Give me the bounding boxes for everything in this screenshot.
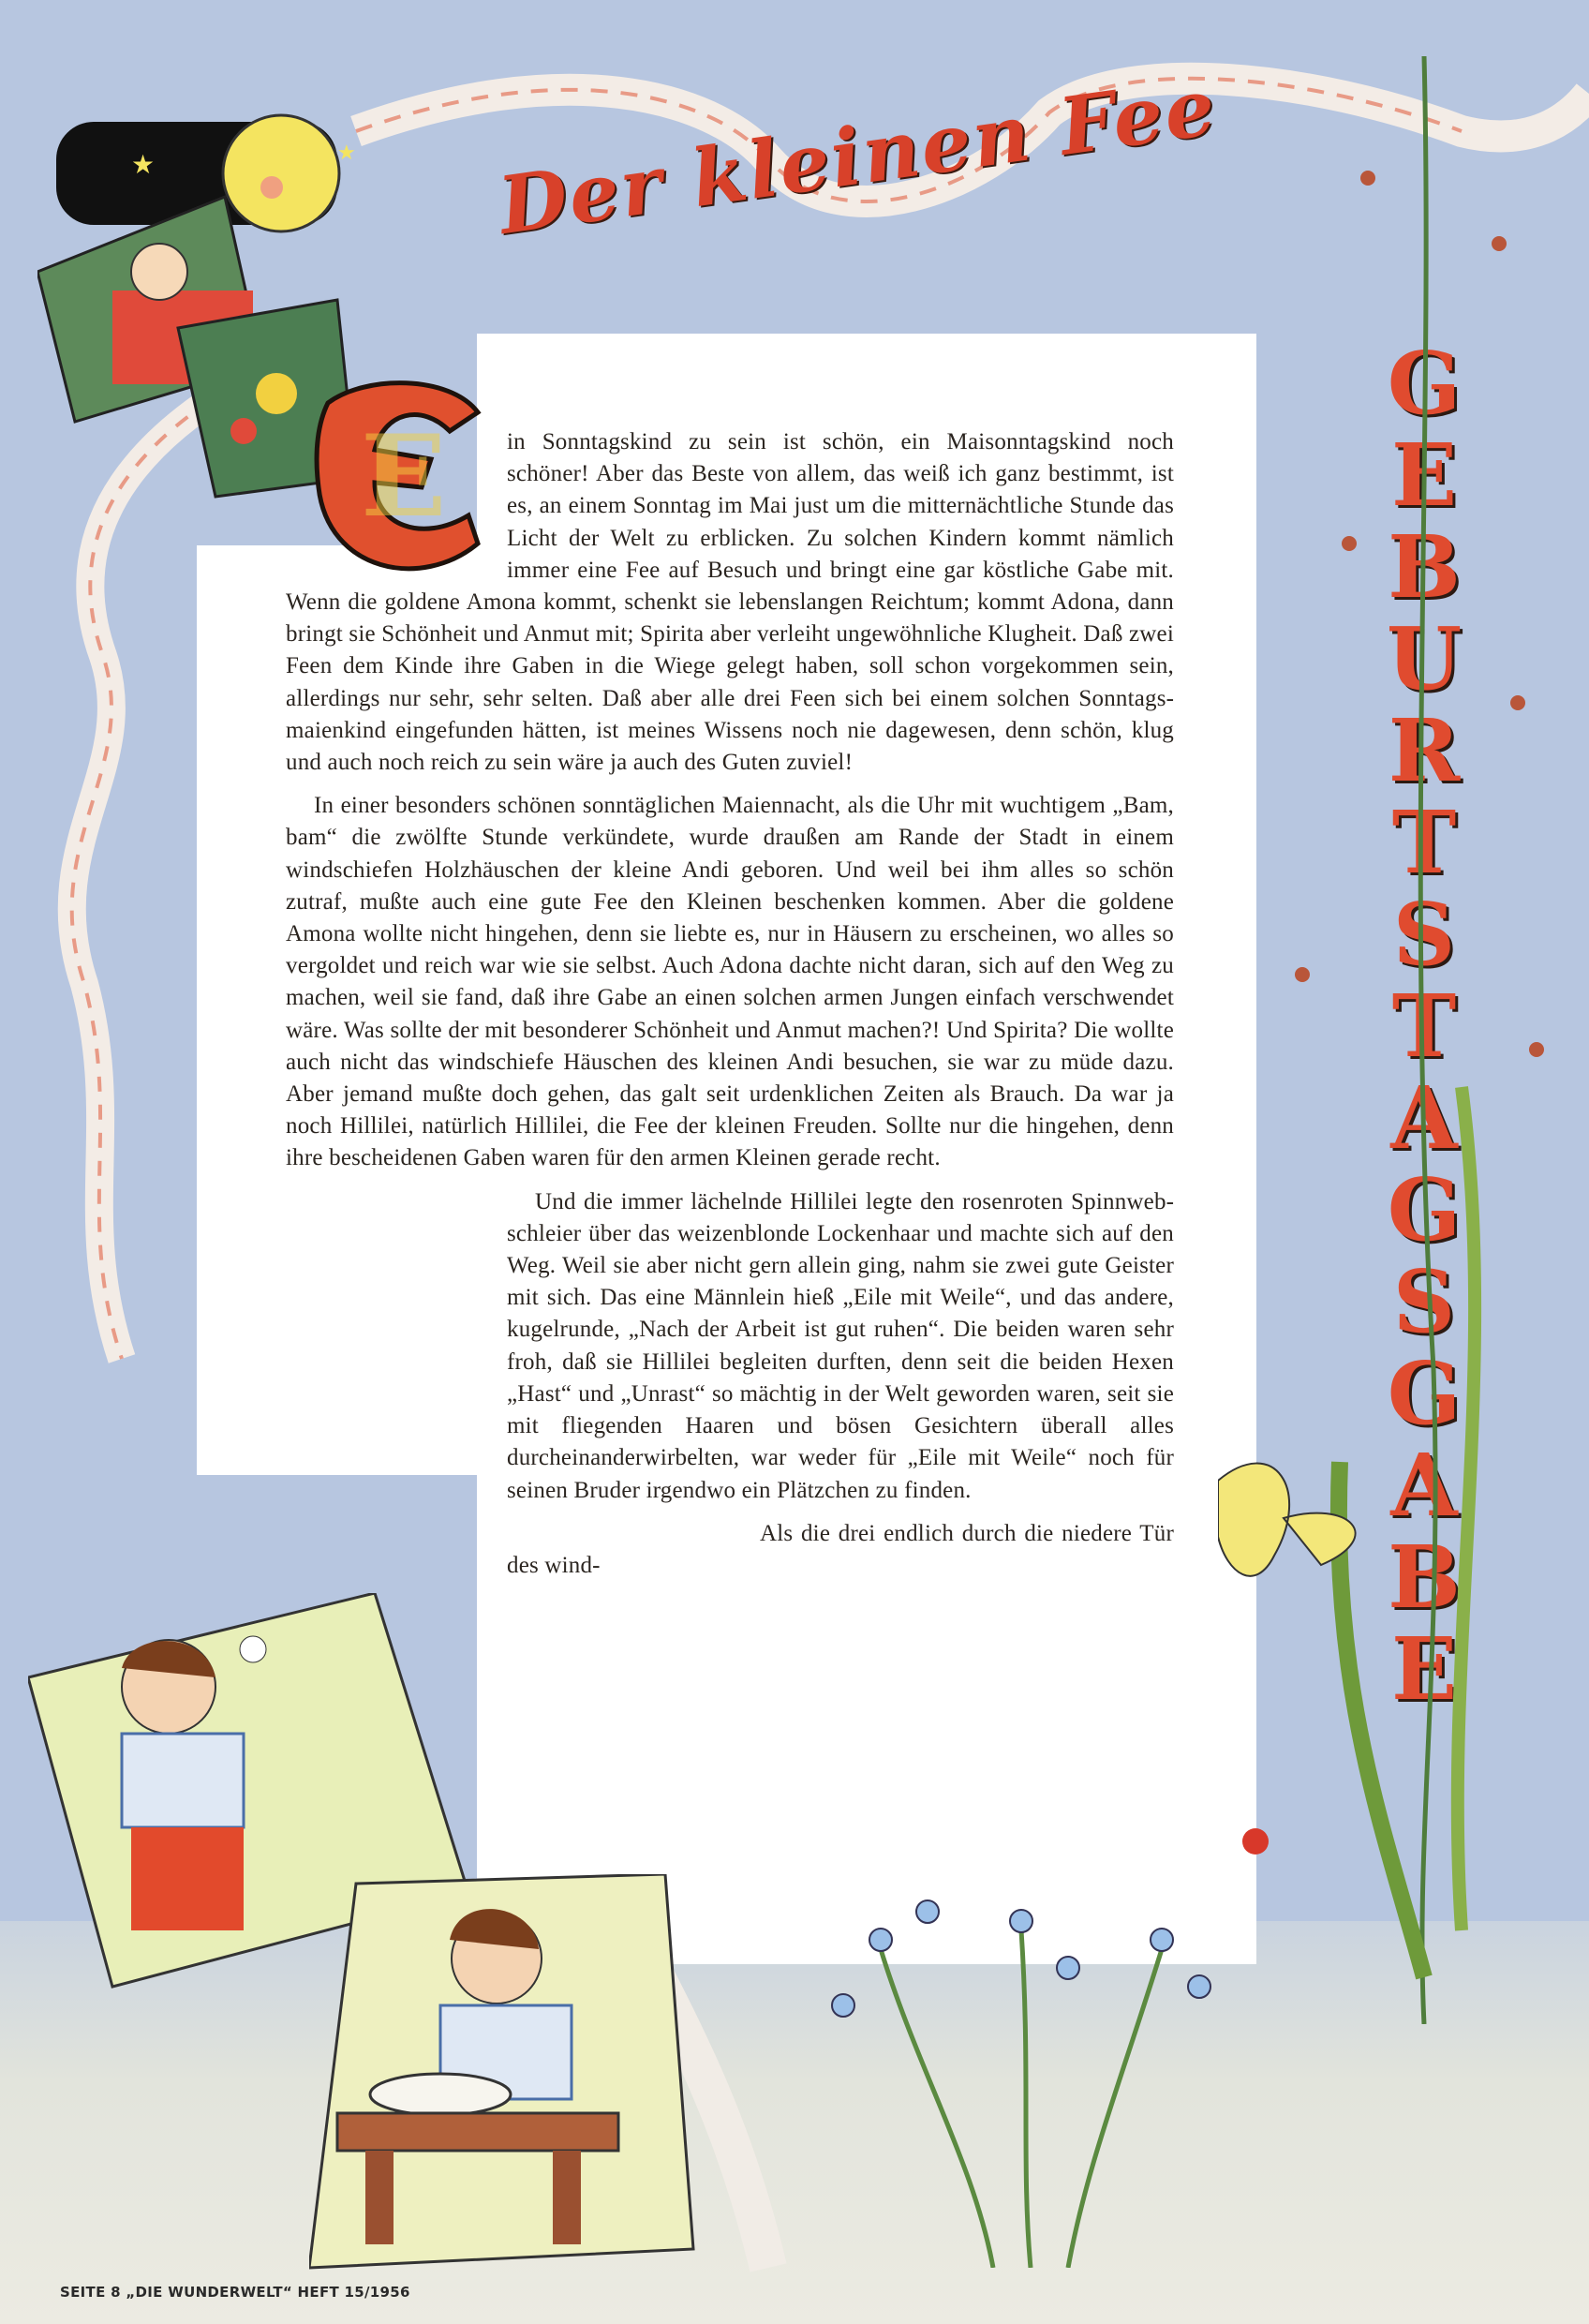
svg-text:E: E	[361, 410, 447, 543]
vertical-title-letter: B	[1388, 1527, 1461, 1628]
vertical-title-letter: E	[1390, 1618, 1458, 1720]
vertical-title-letter: E	[1390, 425, 1458, 526]
vertical-title-letter: G	[1387, 1159, 1462, 1260]
story-title: Der kleinen Fee	[493, 59, 1223, 252]
forget-me-not-illustration	[787, 1837, 1255, 2268]
paragraph-2: In einer besonders schönen sonntäglichen Maiennacht, als die Uhr mit wuchtigem „Bam, bam“ die zwölfte Stunde verkündete, wurde draußen am Rande der Stadt in einem windschiefen Holzhäuschen der kleine Andi geboren. Und weil bei ihm alles so schön zutraf, mußte auch eine gute Fee den Kleinen beschenken kommen. Aber die goldene Amona wollte nicht hingehen, denn sie liebte es, nur in Häusern zu erscheinen, wo alles so vergoldet und reich war wie sie selbst. Auch Adona dachte nicht daran, sich auf den Weg zu machen, weil sie fand, daß ihre Gabe an einen solchen armen Jungen einfach verschwendet wäre. Was sollte der mit besonderer Schönheit und Anmut machen?! Und Spirita? Die wollte auch nicht das windschiefe Häuschen des kleinen Andi besuchen, sie war zu müde dazu. Aber jemand mußte doch gehen, das galt seit urdenklichen Zeiten als Brauch. Da war ja noch Hillilei, natürlich Hillilei, die Fee der kleinen Freuden. Sollte nur die hingehen, denn ihre bescheidenen Gaben waren für den armen Kleinen gerade recht.	[286, 793, 1174, 1171]
vertical-title-letter: A	[1390, 1435, 1458, 1536]
vertical-title-letter: T	[1391, 792, 1457, 893]
svg-text:★: ★	[337, 141, 356, 164]
paragraph-3: Und die immer lächelnde Hillilei legte den rosenroten Spinnwebschleier über das weizenblonde Lockenhaar und machte sich auf den Weg. Weil sie aber nicht gern allein ging, nahm sie zwei gute Geister mit sich. Das eine Männlein hieß „Eile mit Weile“, und das andere, kugelrunde, „Nach der Arbeit ist gut ruhen“. Die beiden waren sehr froh, daß sie Hillilei begleiten durften, denn seit die beiden Hexen „Hast“ und „Unrast“ so mächtig in der Welt geworden waren, seit sie mit fliegenden Haaren und bösen Gesichtern überall alles durcheinanderwirbelten, war weder für „Eile mit Weile“ noch für seinen Bruder irgendwo ein Plätzchen zu finden.	[507, 1188, 1174, 1503]
page-footer: SEITE 8 „DIE WUNDERWELT“ HEFT 15/1956	[60, 2284, 410, 2301]
vertical-title-letter: B	[1388, 516, 1461, 618]
vertical-title-letter: A	[1390, 1067, 1458, 1169]
vertical-title-letter: T	[1391, 976, 1457, 1077]
boy-eating-illustration	[309, 1874, 703, 2277]
story-text	[286, 426, 1174, 1597]
vertical-title-letter: R	[1388, 700, 1461, 801]
paragraph-4: Als die drei endlich durch die niedere Tür des wind-	[507, 1520, 1174, 1578]
vertical-title-letter: U	[1386, 608, 1463, 709]
flower-stems-illustration	[1218, 56, 1589, 2024]
vertical-title-letter: S	[1392, 1251, 1456, 1352]
vertical-title-letter: S	[1392, 884, 1456, 985]
svg-text:★: ★	[131, 151, 156, 180]
vertical-title-letter: G	[1387, 333, 1462, 434]
paragraph-1: in Sonntagskind zu sein ist schön, ein Maisonntagskind noch schöner! Aber das Beste von allem, das weiß ich ganz bestimmt, ist es, an einem Sonntag im Mai just um die mitternächtliche Stunde das Licht der Welt zu erblicken. Zu solchen Kindern kommt nämlich immer eine Fee auf Besuch und bringt eine gar köstliche Gabe mit. Wenn die goldene Amona kommt, schenkt sie lebenslangen Reichtum; kommt Adona, dann bringt sie Schönheit und Anmut mit; Spirita aber verleiht ungewöhnliche Klugheit. Daß zwei Feen dem Kinde ihre Gaben in die Wiege gelegt haben, soll schon vorgekommen sein, allerdings nur sehr, sehr selten. Daß aber alle drei Feen sich bei einem solchen Sonntagsmaienkind eingefunden hätten, ist meines Wissens noch nie dagewesen, denn schön, klug und auch noch reich zu sein wäre ja auch des Guten zuviel!	[286, 429, 1174, 776]
vertical-title-letter: G	[1387, 1343, 1462, 1444]
